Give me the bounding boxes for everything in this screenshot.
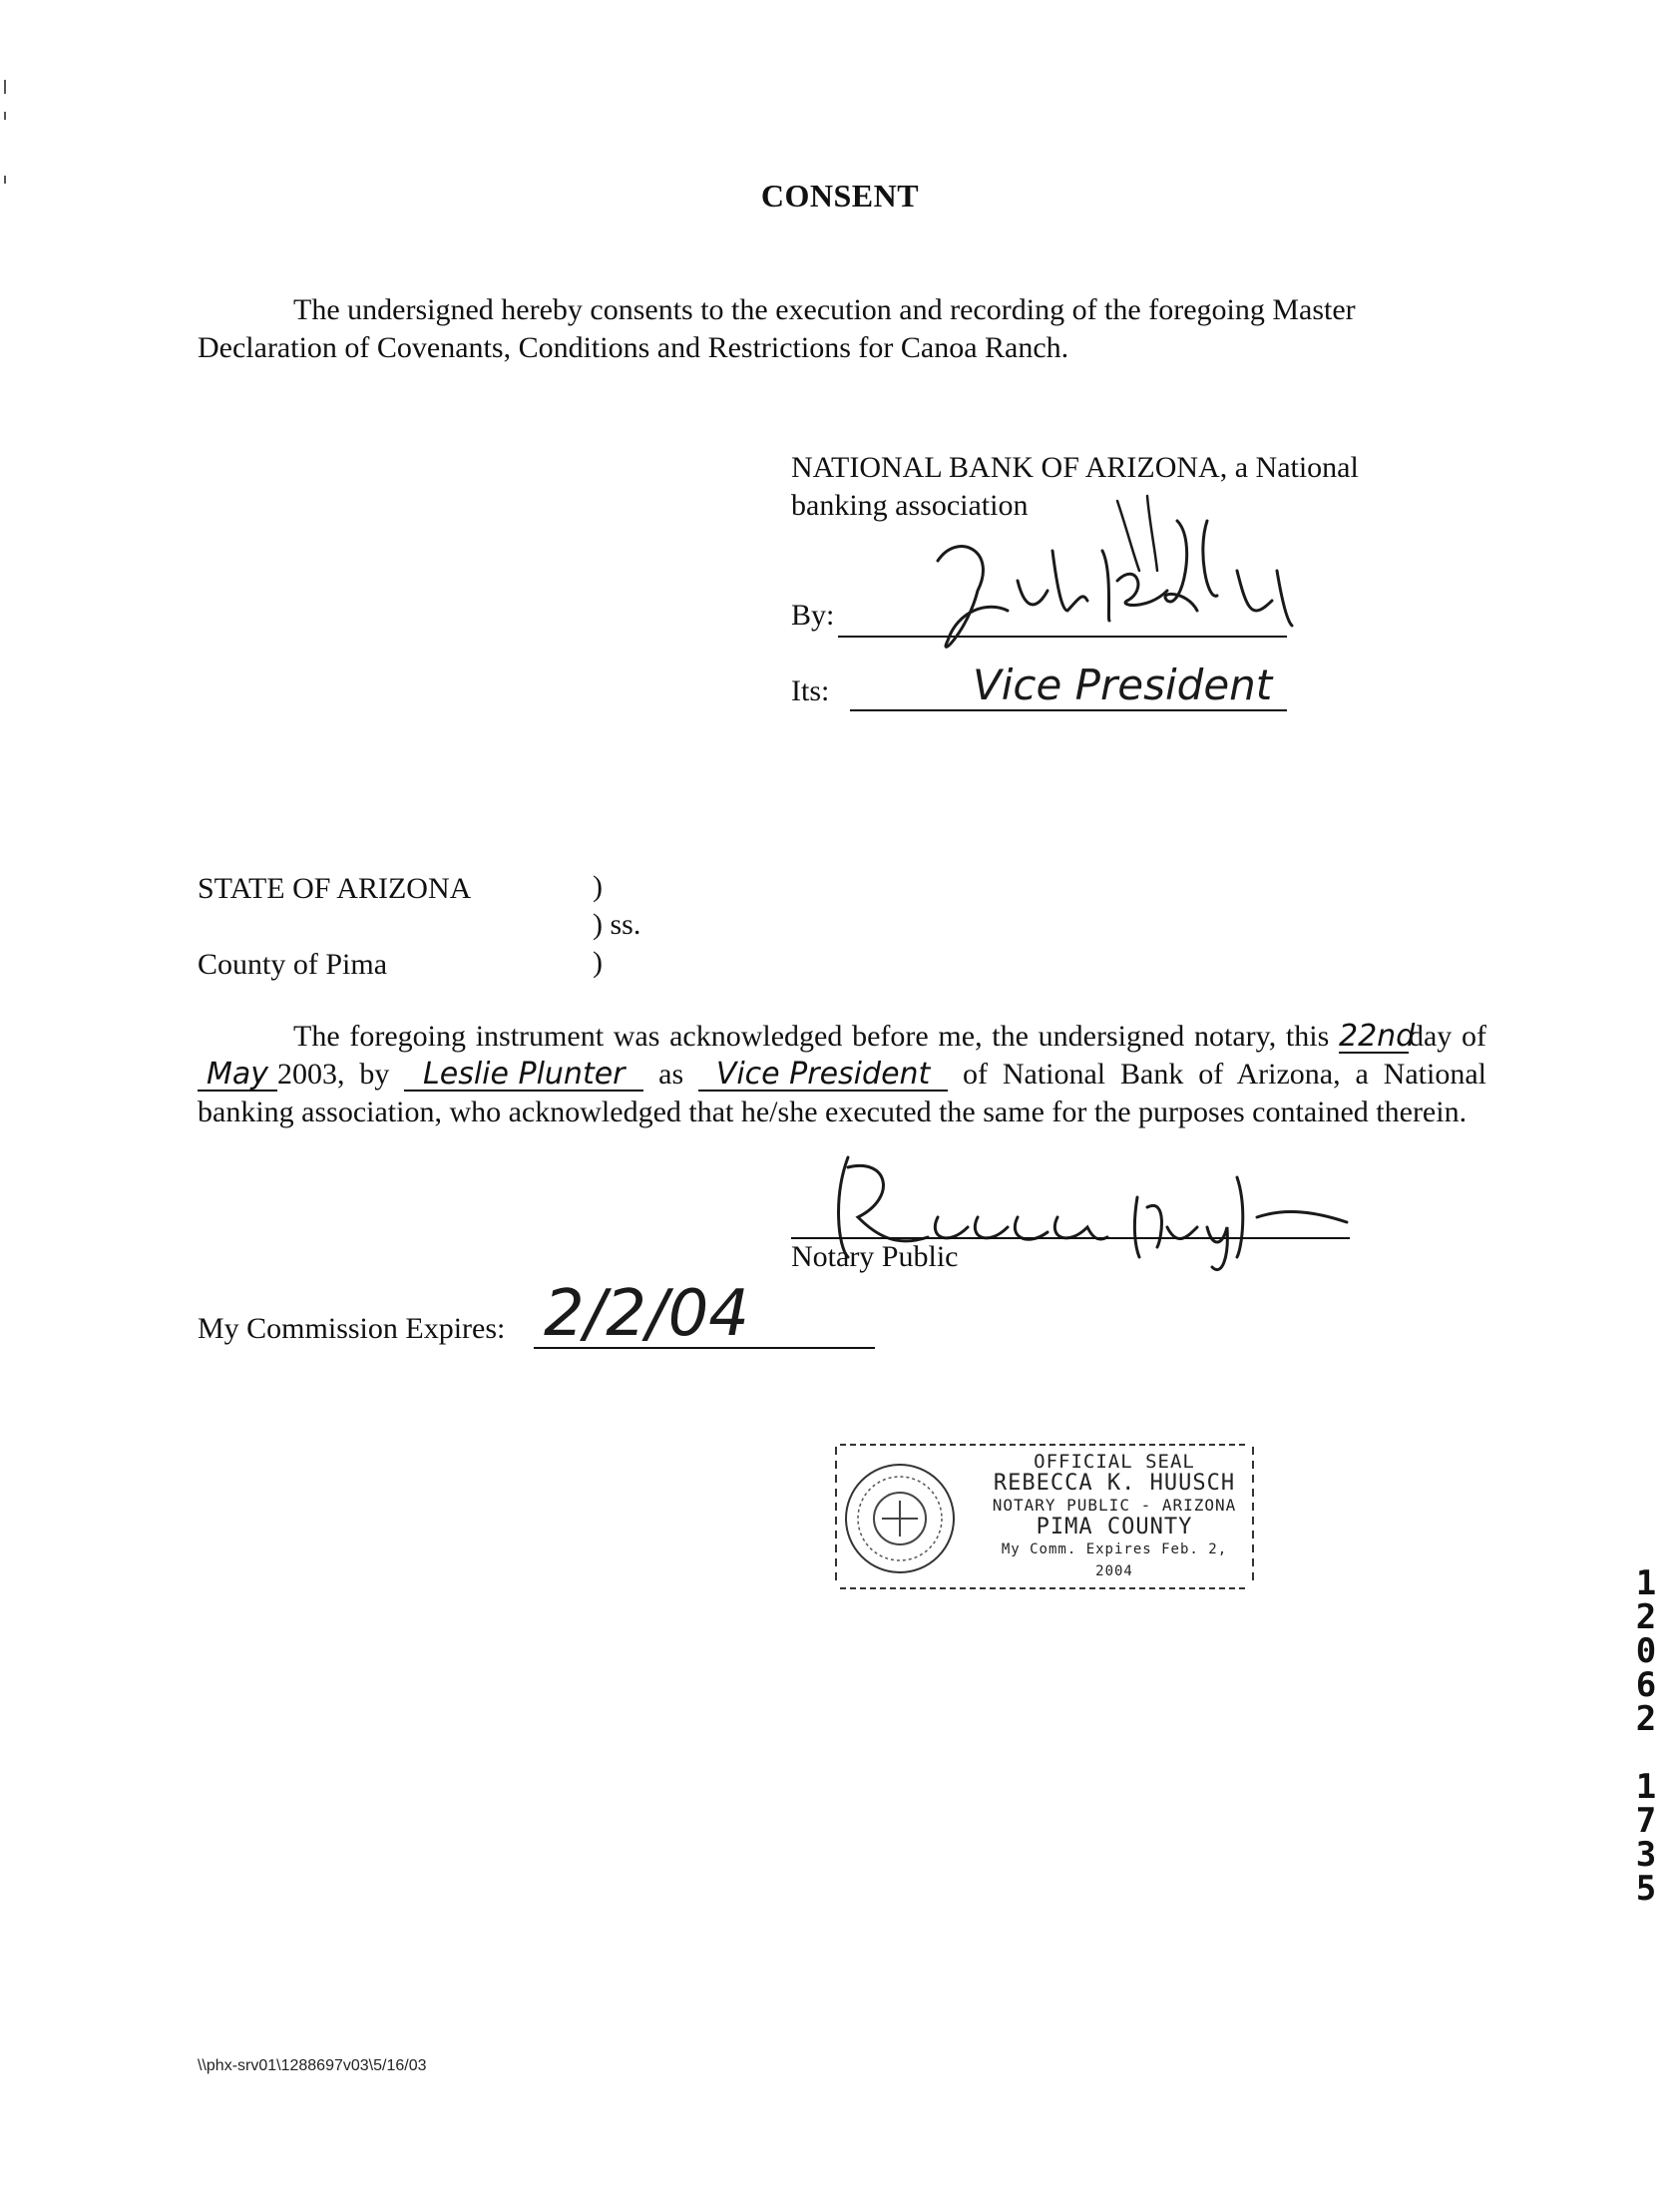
recording-digit: 1 (1635, 1767, 1657, 1807)
recording-digit: 6 (1635, 1665, 1657, 1705)
consent-paragraph (198, 291, 1484, 367)
its-value: Vice President (973, 660, 1273, 709)
venue-paren-close: ) (593, 946, 603, 979)
ack-text-4: as (658, 1058, 684, 1091)
ack-day: 22nd (1338, 1019, 1416, 1054)
recording-gap (1628, 1736, 1664, 1770)
stamp-line-4: PIMA COUNTY (1036, 1515, 1193, 1539)
recording-digit: 0 (1635, 1631, 1657, 1671)
recording-digit: 1 (1635, 1563, 1657, 1603)
consent-text: The undersigned hereby consents to the execution and recording of the foregoing Master Declaration of Covenants, Conditions and Restrictions for Canoa Ranch. (198, 293, 1356, 364)
venue-state: STATE OF ARIZONA (198, 872, 472, 905)
scan-mark (4, 80, 6, 94)
ack-text-2: day of (1408, 1020, 1487, 1053)
venue-ss: ) ss. (593, 908, 641, 941)
recording-digit: 3 (1635, 1835, 1657, 1875)
stamp-lines (980, 1451, 1249, 1582)
ack-month: May (198, 1060, 277, 1092)
scan-mark (4, 112, 6, 120)
bank-name-line1: NATIONAL BANK OF ARIZONA, a National (791, 451, 1359, 484)
ack-text-1: The foregoing instrument was acknowledged before me, the undersigned notary, this (293, 1020, 1330, 1053)
recording-digit: 7 (1635, 1801, 1657, 1841)
recording-digit: 5 (1635, 1869, 1657, 1909)
venue-paren-open: ) (593, 870, 603, 903)
its-line (850, 709, 1287, 711)
bank-name-line2: banking association (791, 489, 1029, 522)
ack-name: Leslie Plunter (404, 1060, 643, 1092)
document-footer-path: \\phx-srv01\1288697v03\5/16/03 (198, 2057, 427, 2074)
recording-digit: 2 (1635, 1699, 1657, 1739)
venue-county: County of Pima (198, 948, 388, 981)
ack-title: Vice President (698, 1060, 948, 1092)
stamp-line-1: OFFICIAL SEAL (1034, 1451, 1195, 1473)
stamp-line-2: REBECCA K. HUUSCH (993, 1471, 1236, 1496)
ack-text-5: of National Bank of Arizona, a National banking association, who acknowledged that he/she executed the same for the purposes contained therein. (198, 1058, 1486, 1128)
by-label: By: (791, 599, 835, 632)
notary-signature-line (791, 1237, 1350, 1239)
its-label: Its: (791, 674, 830, 707)
stamp-line-3: NOTARY PUBLIC - ARIZONA (992, 1496, 1237, 1515)
stamp-line-5: My Comm. Expires Feb. 2, 2004 (1001, 1541, 1228, 1579)
acknowledgment-paragraph (198, 1018, 1486, 1131)
notary-stamp (830, 1437, 1259, 1596)
recording-number (1628, 1563, 1664, 1909)
officer-signature (878, 491, 1317, 680)
notary-label: Notary Public (791, 1240, 959, 1273)
commission-value: 2/2/04 (544, 1277, 749, 1351)
commission-label: My Commission Expires: (198, 1312, 506, 1345)
document-title: CONSENT (760, 178, 920, 214)
recording-digit: 2 (1635, 1597, 1657, 1637)
ack-text-3: 2003, by (277, 1058, 390, 1091)
